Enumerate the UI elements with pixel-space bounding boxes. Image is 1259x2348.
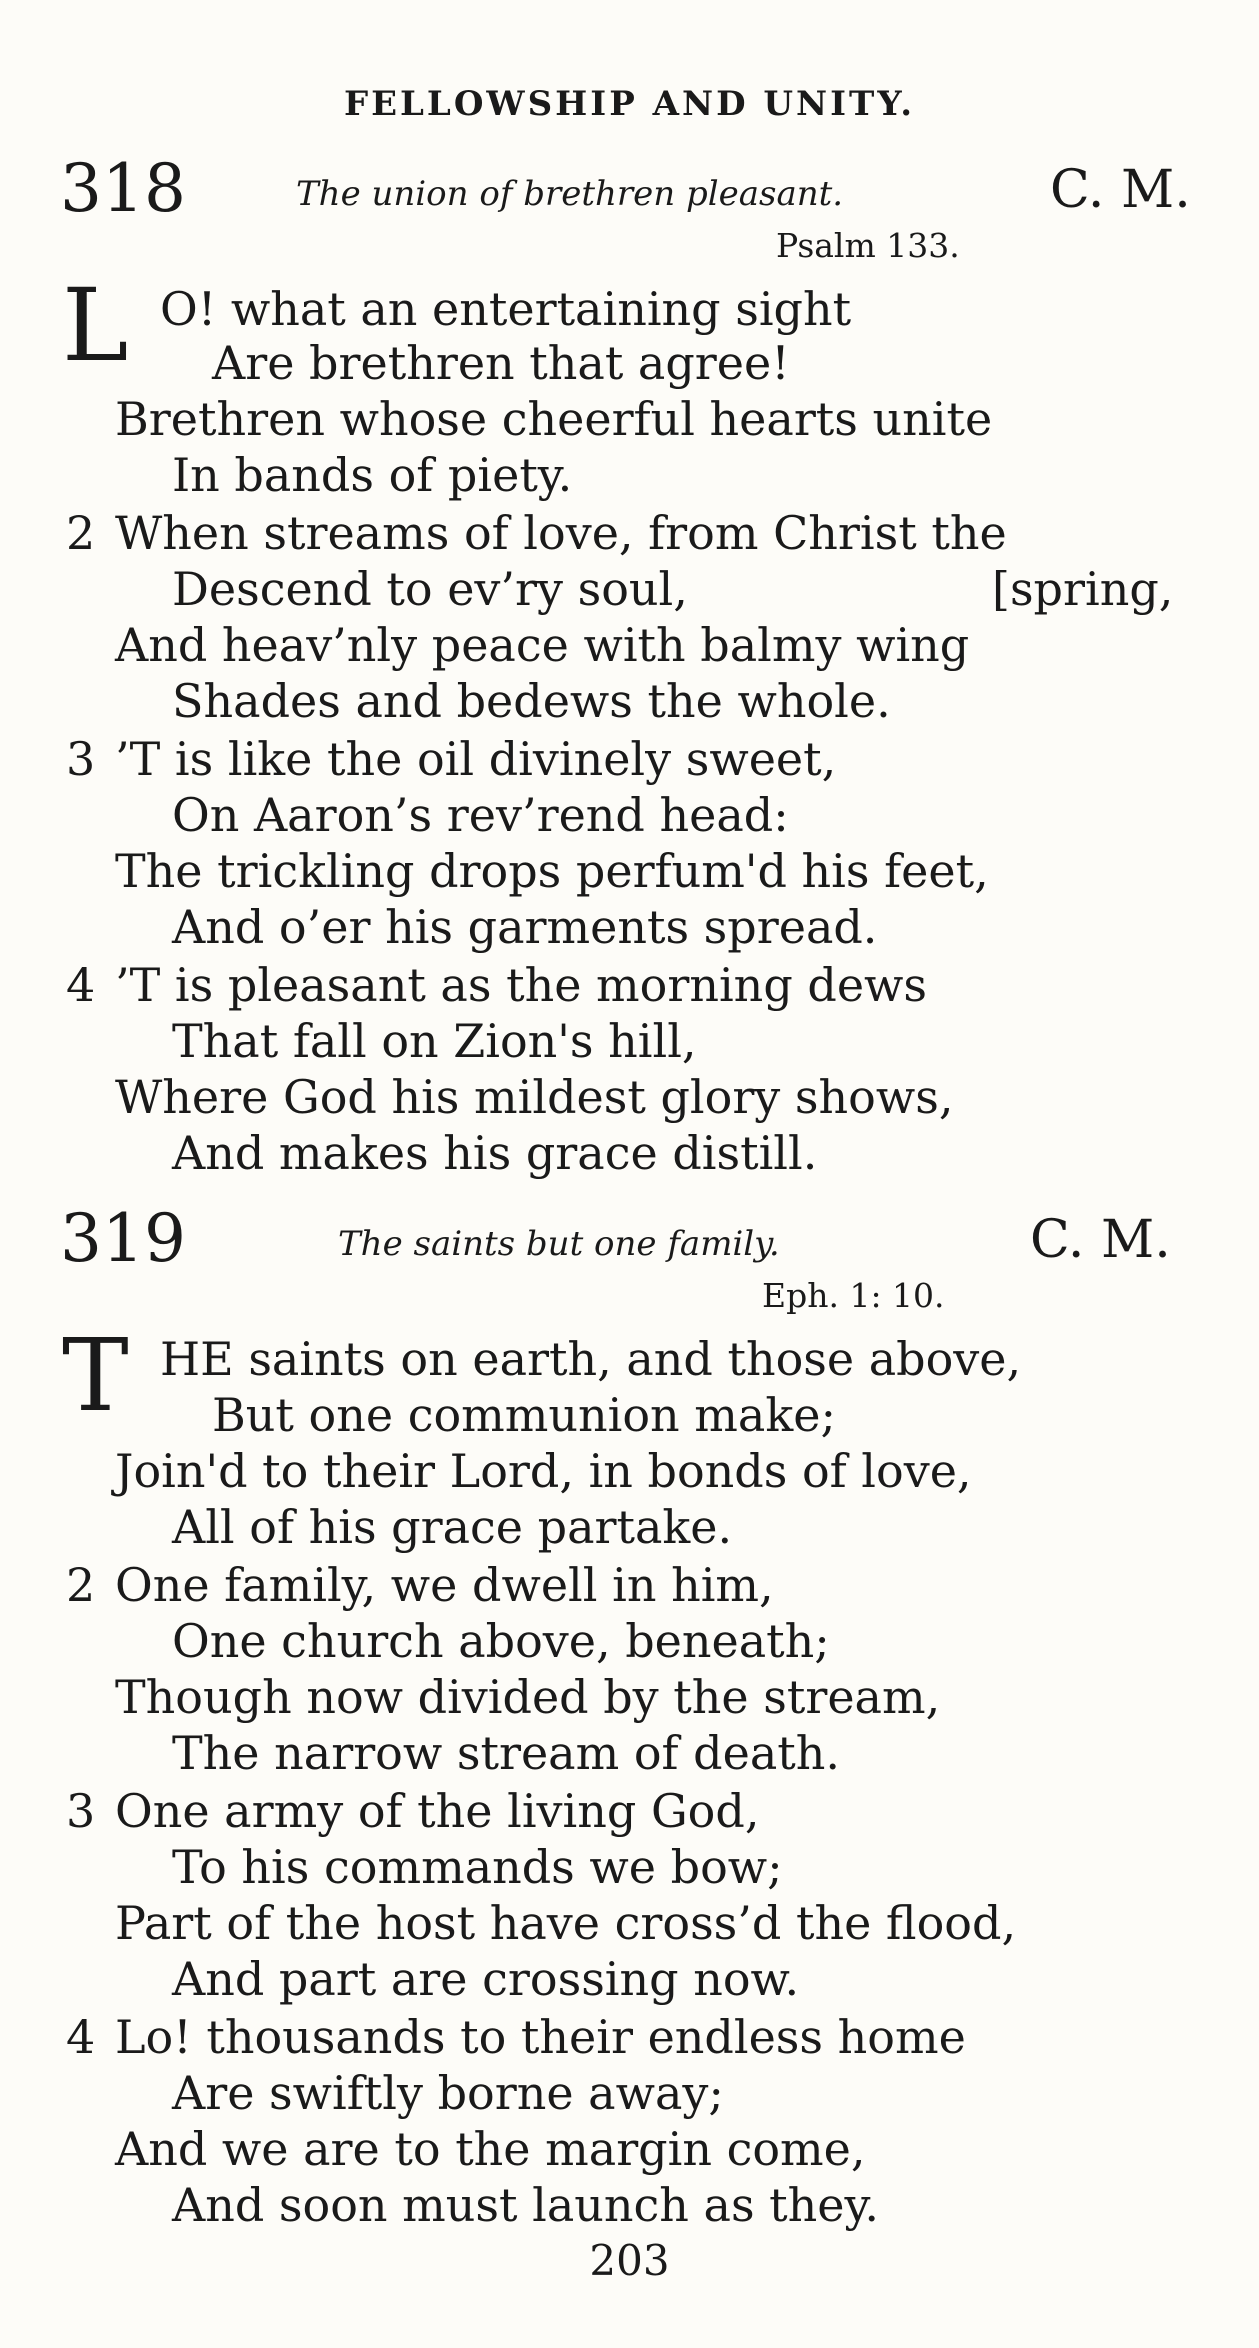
scripture-ref: Psalm 133.	[776, 226, 960, 265]
verse-number: 2	[66, 506, 96, 560]
verse-line: Are brethren that agree!	[212, 336, 790, 390]
verse-line: O! what an entertaining sight	[160, 282, 852, 336]
hymn-title: The saints but one family.	[338, 1224, 780, 1264]
verse-line: One family, we dwell in him,	[115, 1558, 774, 1612]
verse-number: 4	[66, 2010, 96, 2064]
hymn-meter: C. M.	[1030, 1210, 1171, 1270]
verse-line: But one communion make;	[212, 1388, 836, 1442]
verse-number: 3	[66, 1784, 96, 1838]
verse-number: 4	[66, 958, 96, 1012]
verse-line: Part of the host have cross’d the flood,	[115, 1896, 1017, 1950]
verse-line: Join'd to their Lord, in bonds of love,	[115, 1444, 972, 1498]
verse-line: Brethren whose cheerful hearts unite	[115, 392, 993, 446]
verse-line: Though now divided by the stream,	[115, 1670, 941, 1724]
drop-cap: T	[62, 1317, 129, 1434]
verse-line: One army of the living God,	[115, 1784, 760, 1838]
hymn-number: 318	[60, 150, 186, 227]
verse-line: In bands of piety.	[172, 448, 573, 502]
verse-line: The narrow stream of death.	[172, 1726, 841, 1780]
verse-line: And we are to the margin come,	[115, 2122, 866, 2176]
verse-line: Where God his mildest glory shows,	[115, 1070, 954, 1124]
verse-line: Lo! thousands to their endless home	[115, 2010, 966, 2064]
hymn-meter: C. M.	[1050, 160, 1191, 220]
verse-line: When streams of love, from Christ the	[115, 506, 1007, 560]
verse-line: ’T is pleasant as the morning dews	[115, 958, 928, 1012]
hymn-title: The union of brethren pleasant.	[296, 174, 844, 214]
verse-line: On Aaron’s rev’rend head:	[172, 788, 789, 842]
verse-line: Descend to ev’ry soul,	[172, 562, 688, 616]
verse-number: 2	[66, 1558, 96, 1612]
verse-line: All of his grace partake.	[172, 1500, 733, 1554]
verse-line: ’T is like the oil divinely sweet,	[115, 732, 837, 786]
verse-line: And o’er his garments spread.	[172, 900, 878, 954]
verse-number: 3	[66, 732, 96, 786]
running-head: FELLOWSHIP AND UNITY.	[343, 84, 916, 124]
scripture-ref: Eph. 1: 10.	[762, 1276, 945, 1315]
page-number: 203	[589, 2236, 670, 2285]
verse-line: And makes his grace distill.	[172, 1126, 818, 1180]
verse-line: The trickling drops perfum'd his feet,	[115, 844, 989, 898]
drop-cap: L	[62, 267, 129, 384]
verse-line: And part are crossing now.	[172, 1952, 800, 2006]
verse-line: And soon must launch as they.	[172, 2178, 880, 2232]
verse-line: To his commands we bow;	[172, 1840, 783, 1894]
hymn-number: 319	[60, 1200, 186, 1277]
verse-line: One church above, beneath;	[172, 1614, 830, 1668]
verse-line: Are swiftly borne away;	[172, 2066, 724, 2120]
verse-line: [spring,	[992, 562, 1174, 616]
verse-line: And heav’nly peace with balmy wing	[115, 618, 970, 672]
verse-line: Shades and bedews the whole.	[172, 674, 891, 728]
verse-line: That fall on Zion's hill,	[172, 1014, 697, 1068]
verse-line: HE saints on earth, and those above,	[160, 1332, 1022, 1386]
